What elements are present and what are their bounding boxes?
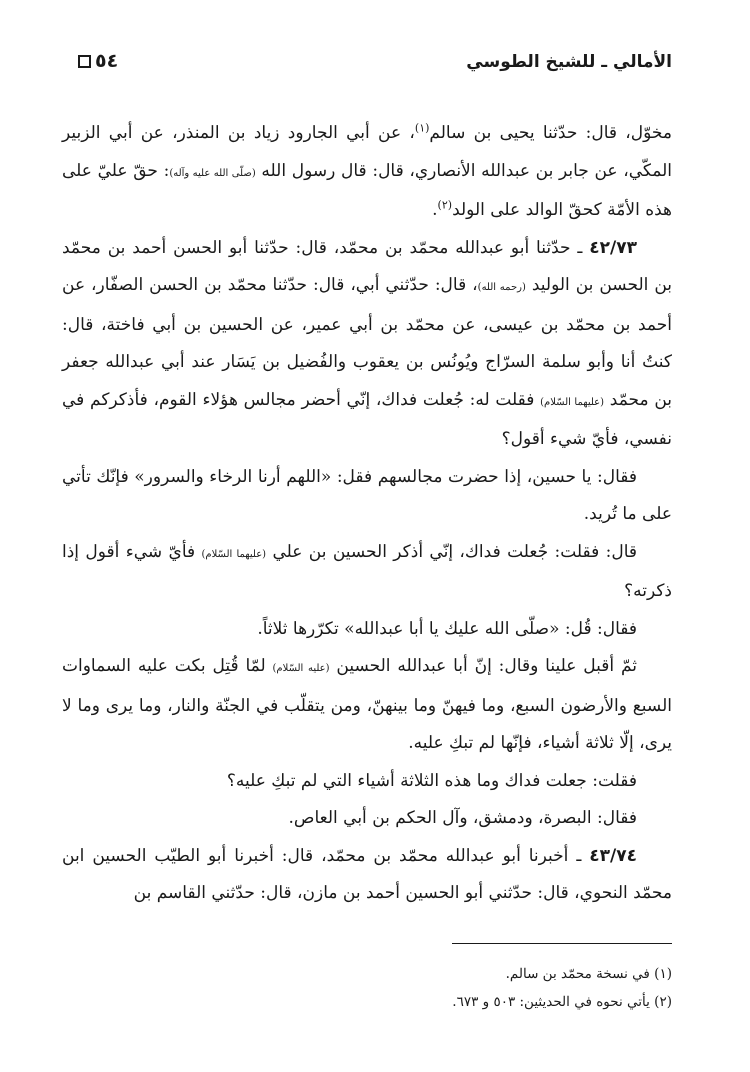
text-run: ثمّ أقبل علينا وقال: إنّ أبا عبدالله الحسين — [329, 656, 637, 676]
page-number: ٥٤ — [95, 50, 119, 72]
text-run: : حقّ عليّ على هذه الأمّة كحقّ الوالد على الولد — [62, 160, 672, 220]
hadith-number: ٤٣/٧٤ — [589, 845, 637, 866]
page-header — [78, 52, 672, 82]
paragraph-5: فقال: قُل: «صلّى الله عليك يا أبا عبدالله» تكرّرها ثلاثاً. — [257, 618, 637, 639]
paragraph-4 — [62, 534, 672, 611]
paragraph-3: فقال: يا حسين، إذا حضرت مجالسهم فقل: «اللهم أرنا الرخاء والسرور» فإنّك تأتي على ما تُريد. — [62, 466, 672, 524]
salawat-note: (صلّى الله عليه وآله) — [169, 167, 256, 179]
hadith-74 — [62, 838, 672, 913]
text-run: مخوّل، قال: حدّثنا يحيى بن سالم — [429, 123, 673, 143]
text-run: فأيّ شيء أقول إذا ذكرته؟ — [62, 541, 672, 601]
text-run: ، عن أبي الجارود زياد بن المنذر، عن أبي الزبير المكّي، عن جابر بن عبدالله الأنصاري، قال: قال رسول الله — [62, 123, 672, 181]
honorific-note: (عليه السّلام) — [272, 663, 330, 674]
footnotes — [78, 960, 672, 1016]
text-run: لمّا قُتِل بكت عليه السماوات السبع والأرضون السبع، وما فيهنّ وما بينهنّ، ومن يتقلّب في الجنّة والنار، وما يرى وما لا يرى، إلّا ثلاثة أشياء، فإنّها لم تبكِ عليه. — [62, 656, 672, 753]
text-run: ـ حدّثنا أبو عبدالله محمّد بن محمّد، قال: حدّثنا أبو الحسن أحمد بن محمّد بن الحسن بن الوليد — [62, 237, 672, 295]
text-run: . — [432, 200, 438, 220]
honorific-note: (رحمه الله) — [477, 282, 526, 293]
text-run: قال: فقلت: جُعلت فداك، إنّي أذكر الحسين بن علي — [266, 541, 637, 562]
text-run: فقلت له: جُعلت فداك، إنّي أحضر مجالس هؤلاء القوم، فأذكركم في نفسي، فأيّ شيء أقول؟ — [62, 389, 672, 449]
hadith-number: ٤٢/٧٣ — [589, 237, 637, 258]
page-number-group — [78, 50, 118, 72]
footnote-ref-1: (١) — [414, 121, 430, 135]
paragraph-1 — [62, 115, 672, 230]
honorific-note: (عليهما السّلام) — [540, 396, 605, 408]
text-run: ـ أخبرنا أبو عبدالله محمّد بن محمّد، قال: أخبرنا أبو الطيّب الحسين ابن محمّد النحوي، قال: حدّثني أبو الحسين أحمد بن مازن، قال: حدّثني القاسم بن — [62, 845, 672, 903]
footnote-1: (١) في نسخة محمّد بن سالم. — [505, 966, 672, 982]
footnote-2: (٢) يأتي نحوه في الحديثين: ٥٠٣ و ٦٧٣. — [452, 994, 672, 1010]
honorific-note: (عليهما السّلام) — [201, 548, 267, 560]
hadith-73 — [62, 230, 672, 459]
footnote-divider — [452, 943, 672, 944]
paragraph-8: فقال: البصرة، ودمشق، وآل الحكم بن أبي العاص. — [288, 808, 637, 828]
body-text — [62, 115, 672, 913]
footnote-ref-2: (٢) — [437, 198, 453, 212]
paragraph-7: فقلت: جعلت فداك وما هذه الثلاثة أشياء التي لم تبكِ عليه؟ — [226, 770, 637, 791]
text-run: ، قال: حدّثني أبي، قال: حدّثنا محمّد بن الحسن الصفّار، عن أحمد بن محمّد بن عيسى، عن محمّد بن أبي عمير، عن الحسين بن أبي فاختة، قال: كنتُ أنا وأبو سلمة السرّاج ويُونُس بن يعقوب والفُضيل بن يَسَار عند أبي عبدالله جعفر بن محمّد — [62, 275, 672, 410]
book-title: الأمالي ـ للشيخ الطوسي — [466, 52, 672, 72]
paragraph-6 — [62, 648, 672, 763]
square-icon — [78, 55, 91, 68]
